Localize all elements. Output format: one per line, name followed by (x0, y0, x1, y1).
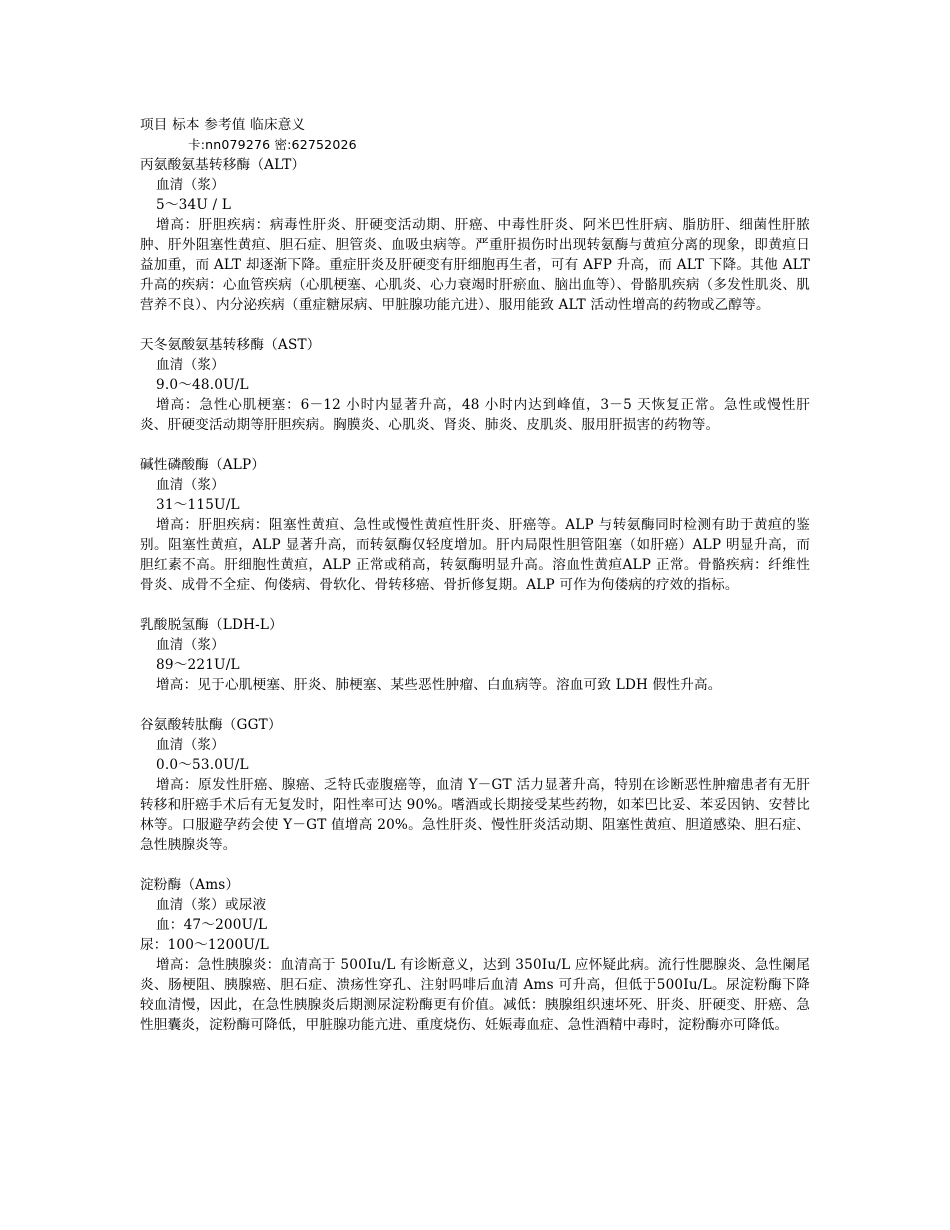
alt-description: 增高：肝胆疾病：病毒性肝炎、肝硬变活动期、肝癌、中毒性肝炎、阿米巴性肝病、脂肪肝、细菌性肝脓肿、肝外阻塞性黄疸、胆石症、胆管炎、血吸虫病等。严重肝损伤时出现转氨酶与黄疸分离的现象，即黄疸日益加重，而 ALT 却逐渐下降。重症肝炎及肝硬变有肝细胞再生者，可有 AFP 升高，而 ALT 下降。其他 ALT 升高的疾病：心血管疾病（心肌梗塞、心肌炎、心力衰竭时肝瘀血、脑出血等）、骨骼肌疾病（多发性肌炎、肌营养不良）、内分泌疾病（重症糖尿病、甲脏腺功能亢进）、服用能致 ALT 活动性增高的药物或乙醇等。 (140, 217, 810, 313)
alt-title: 丙氨酸氨基转移酶（ALT） (140, 157, 306, 173)
ams-reference-urine: 尿：100～1200U/L (140, 937, 269, 953)
section-gap (140, 695, 810, 715)
ggt-title: 谷氨酸转肽酶（GGT） (140, 717, 282, 733)
ams-title: 淀粉酶（Ams） (140, 877, 240, 893)
section-gap (140, 855, 810, 875)
alp-reference: 31～115U/L (156, 497, 240, 513)
ast-description: 增高：急性心肌梗塞：6－12 小时内显著升高，48 小时内达到峰值，3－5 天恢复正常。急性或慢性肝炎、肝硬变活动期等肝胆疾病。胸膜炎、心肌炎、肾炎、肺炎、皮肌炎、服用肝损害的药物等。 (140, 397, 810, 433)
ams-specimen: 血清（浆）或尿液 (156, 897, 267, 913)
section-gap (140, 315, 810, 335)
ams-reference-blood: 血：47～200U/L (156, 917, 268, 933)
ggt-description: 增高：原发性肝癌、腺癌、乏特氏壶腹癌等，血清 Y－GT 活力显著升高，特别在诊断恶性肿瘤患者有无肝转移和肝癌手术后有无复发时，阳性率可达 90%。嗜酒或长期接受某些药物，如苯巴比妥、苯妥因钠、安替比林等。口服避孕药会使 Y－GT 值增高 20%。急性肝炎、慢性肝炎活动期、阻塞性黄疸、胆道感染、胆石症、急性胰腺炎等。 (140, 777, 810, 853)
ast-specimen: 血清（浆） (156, 357, 225, 373)
column-header: 项目 标本 参考值 临床意义 (140, 117, 306, 133)
section-gap (140, 595, 810, 615)
ams-description: 增高：急性胰腺炎：血清高于 500Iu/L 有诊断意义，达到 350Iu/L 应怀疑此病。流行性腮腺炎、急性阑尾炎、肠梗阻、胰腺癌、胆石症、溃疡性穿孔、注射吗啡后血清 Ams 可升高，但低于500Iu/L。尿淀粉酶下降较血清慢，因此，在急性胰腺炎后期测尿淀粉酶更有价值。减低：胰腺组织速坏死、肝炎、肝硬变、肝癌、急性胆囊炎，淀粉酶可降低，甲脏腺功能亢进、重度烧伤、妊娠毒血症、急性酒精中毒时，淀粉酶亦可降低。 (140, 957, 810, 1033)
alt-reference: 5～34U / L (156, 197, 232, 213)
alp-specimen: 血清（浆） (156, 477, 225, 493)
section-gap (140, 435, 810, 455)
alt-specimen: 血清（浆） (156, 177, 225, 193)
ldh-title: 乳酸脱氢酶（LDH-L） (140, 617, 283, 633)
alp-description: 增高：肝胆疾病：阻塞性黄疸、急性或慢性黄疸性肝炎、肝癌等。ALP 与转氨酶同时检测有助于黄疸的鉴别。阻塞性黄疸，ALP 显著升高，而转氨酶仅轻度增加。肝内局限性胆管阻塞（如肝癌）ALP 明显升高，而胆红素不高。肝细胞性黄疸，ALP 正常或稍高，转氨酶明显升高。溶血性黄疸ALP 正常。骨骼疾病：纤维性骨炎、成骨不全症、佝偻病、骨软化、骨转移癌、骨折修复期。ALP 可作为佝偻病的疗效的指标。 (140, 517, 810, 593)
alp-title: 碱性磷酸酶（ALP） (140, 457, 266, 473)
ast-reference: 9.0～48.0U/L (156, 377, 249, 393)
ldh-specimen: 血清（浆） (156, 637, 225, 653)
ggt-reference: 0.0～53.0U/L (156, 757, 249, 773)
code-line: 卡:nn079276 密:62752026 (188, 137, 357, 152)
document-body (140, 115, 810, 1035)
ast-title: 天冬氨酸氨基转移酶（AST） (140, 337, 321, 353)
ldh-description: 增高：见于心肌梗塞、肝炎、肺梗塞、某些恶性肿瘤、白血病等。溶血可致 LDH 假性升高。 (156, 677, 722, 693)
ldh-reference: 89～221U/L (156, 657, 240, 673)
ggt-specimen: 血清（浆） (156, 737, 225, 753)
